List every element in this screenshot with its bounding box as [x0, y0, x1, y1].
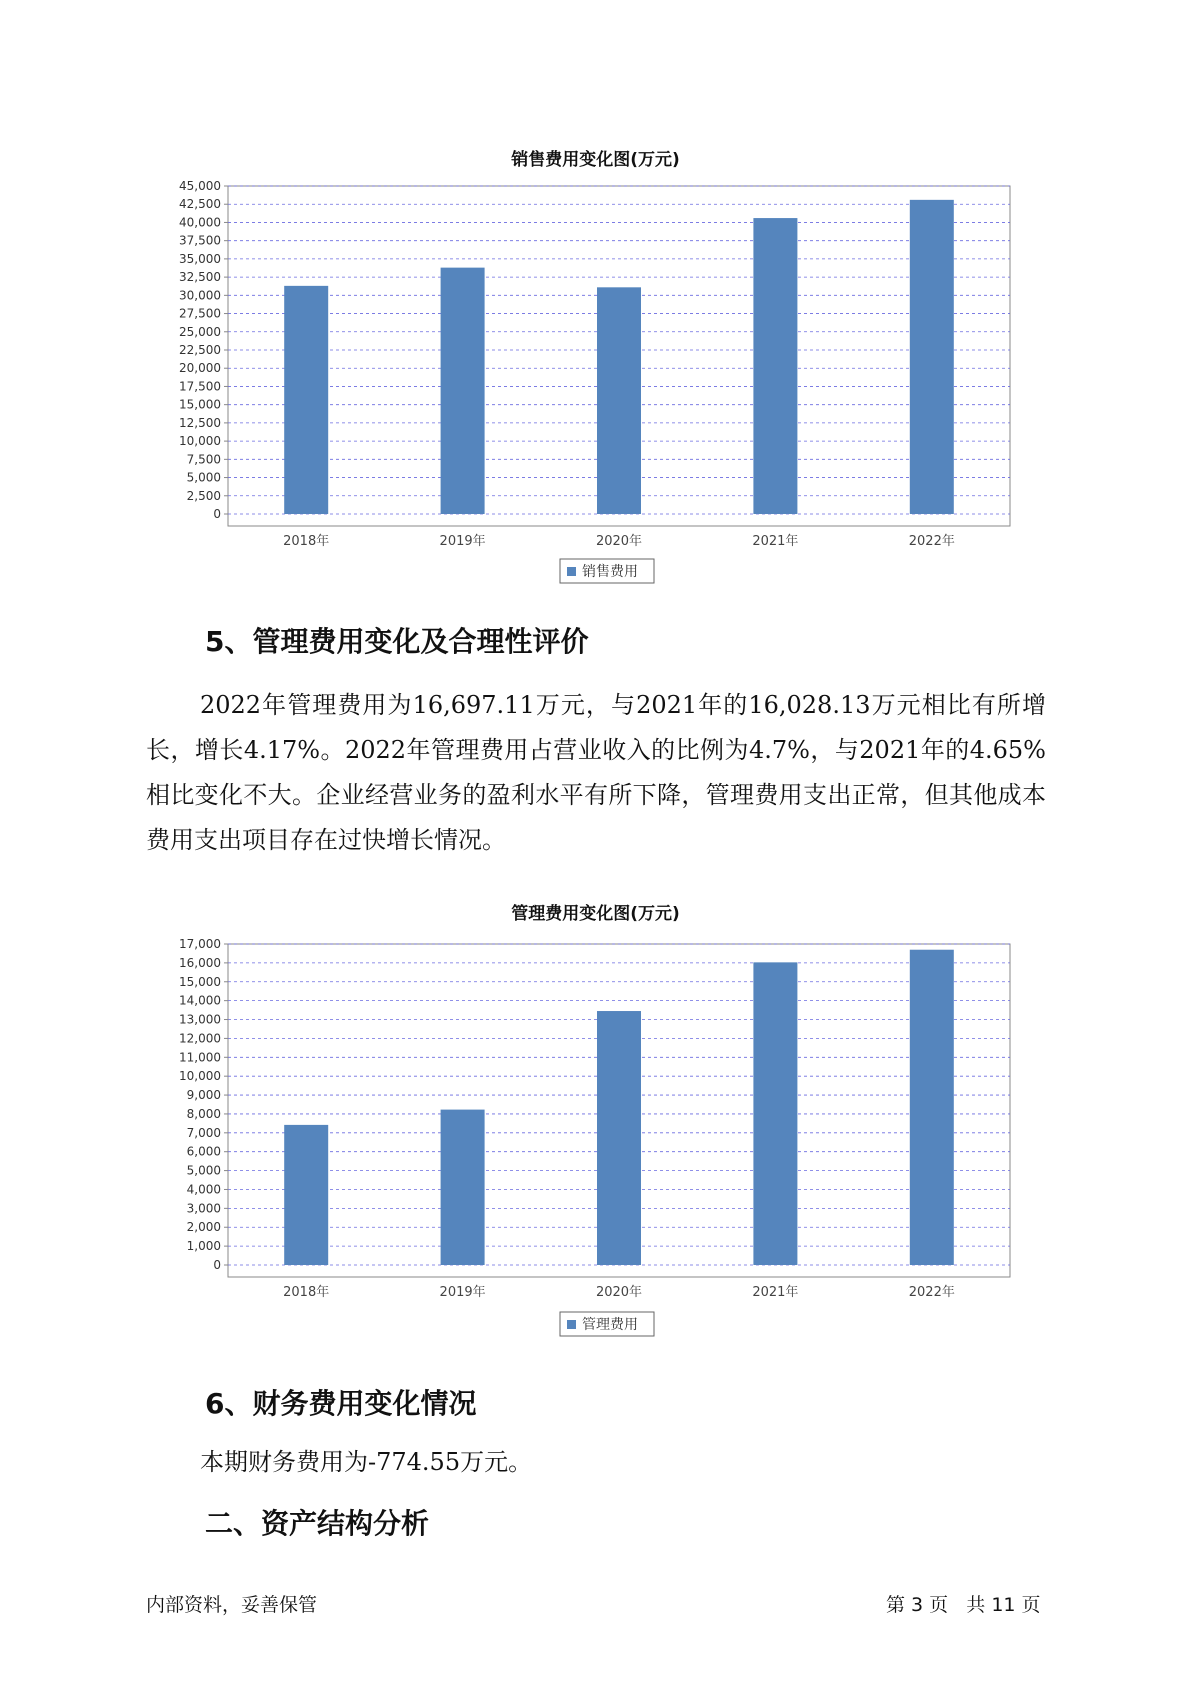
y-tick-label: 22,500 — [179, 343, 221, 357]
y-tick-label: 32,500 — [179, 270, 221, 285]
x-category-label: 2022年 — [908, 534, 955, 549]
y-tick-label: 2,500 — [186, 488, 221, 503]
legend-swatch — [567, 1320, 576, 1329]
y-tick-label: 10,000 — [179, 434, 221, 449]
y-tick-label: 6,000 — [186, 1144, 221, 1159]
bar — [910, 950, 954, 1265]
y-tick-label: 3,000 — [186, 1201, 221, 1216]
bar — [753, 962, 797, 1265]
y-tick-label: 7,000 — [186, 1125, 221, 1140]
x-category-label: 2020年 — [595, 534, 643, 549]
footer-page-number: 第 3 页 共 11 页 — [886, 1594, 1041, 1616]
x-category-label: 2019年 — [439, 534, 486, 549]
sales-expense-chart-title: 销售费用变化图(万元) — [511, 150, 680, 170]
bar — [284, 1125, 328, 1265]
footer-confidential: 内部资料，妥善保管 — [146, 1594, 318, 1616]
section-two-heading: 二、资产结构分析 — [205, 1507, 430, 1540]
y-tick-label: 35,000 — [179, 251, 221, 266]
y-tick-label: 27,500 — [179, 306, 221, 321]
y-tick-label: 0 — [213, 1258, 221, 1272]
y-tick-label: 25,000 — [179, 324, 221, 339]
x-category-label: 2020年 — [595, 1285, 643, 1300]
x-category-label: 2021年 — [752, 534, 799, 549]
y-tick-label: 0 — [213, 507, 221, 521]
bar — [597, 1011, 641, 1265]
x-category-label: 2019年 — [439, 1285, 486, 1300]
x-category-label: 2022年 — [908, 1285, 955, 1300]
y-tick-label: 45,000 — [179, 179, 221, 193]
y-tick-label: 13,000 — [179, 1012, 221, 1027]
x-category-label: 2021年 — [752, 1285, 799, 1300]
y-tick-label: 30,000 — [179, 288, 221, 303]
y-tick-label: 14,000 — [179, 993, 221, 1008]
y-tick-label: 4,000 — [186, 1182, 221, 1197]
section6-paragraph: 本期财务费用为-774.55万元。 — [200, 1448, 533, 1476]
y-tick-label: 5,000 — [186, 470, 221, 485]
y-tick-label: 15,000 — [179, 397, 221, 412]
legend-label: 管理费用 — [582, 1317, 638, 1333]
y-tick-label: 5,000 — [186, 1163, 221, 1178]
y-tick-label: 1,000 — [186, 1239, 221, 1254]
y-tick-label: 8,000 — [186, 1106, 221, 1121]
y-tick-label: 42,500 — [179, 197, 221, 212]
section6-heading: 6、财务费用变化情况 — [205, 1387, 477, 1420]
y-tick-label: 2,000 — [186, 1220, 221, 1235]
y-tick-label: 16,000 — [179, 955, 221, 970]
y-tick-label: 17,000 — [179, 937, 221, 951]
x-category-label: 2018年 — [283, 1285, 330, 1300]
y-tick-label: 17,500 — [179, 379, 221, 394]
section6-body — [146, 1440, 1046, 1485]
y-tick-label: 40,000 — [179, 215, 221, 230]
section5-paragraph: 2022年管理费用为16,697.11万元，与2021年的16,028.13万元相比有所增长，增长4.17%。2022年管理费用占营业收入的比例为4.7%，与2021年的4.65%相比变化不大。企业经营业务的盈利水平有所下降，管理费用支出正常，但其他成本费用支出项目存在过快增长情况。 — [146, 691, 1046, 854]
legend-label: 销售费用 — [582, 564, 638, 580]
y-tick-label: 9,000 — [186, 1088, 221, 1103]
y-tick-label: 20,000 — [179, 361, 221, 376]
y-tick-label: 11,000 — [179, 1050, 221, 1065]
section5-heading: 5、管理费用变化及合理性评价 — [205, 625, 589, 658]
y-tick-label: 15,000 — [179, 974, 221, 989]
y-tick-label: 37,500 — [179, 233, 221, 248]
y-tick-label: 10,000 — [179, 1069, 221, 1084]
x-category-label: 2018年 — [283, 534, 330, 549]
bar — [441, 1110, 485, 1265]
y-tick-label: 7,500 — [186, 452, 221, 467]
admin-expense-chart-title: 管理费用变化图(万元) — [511, 904, 680, 924]
y-tick-label: 12,500 — [179, 415, 221, 430]
y-tick-label: 12,000 — [179, 1031, 221, 1046]
